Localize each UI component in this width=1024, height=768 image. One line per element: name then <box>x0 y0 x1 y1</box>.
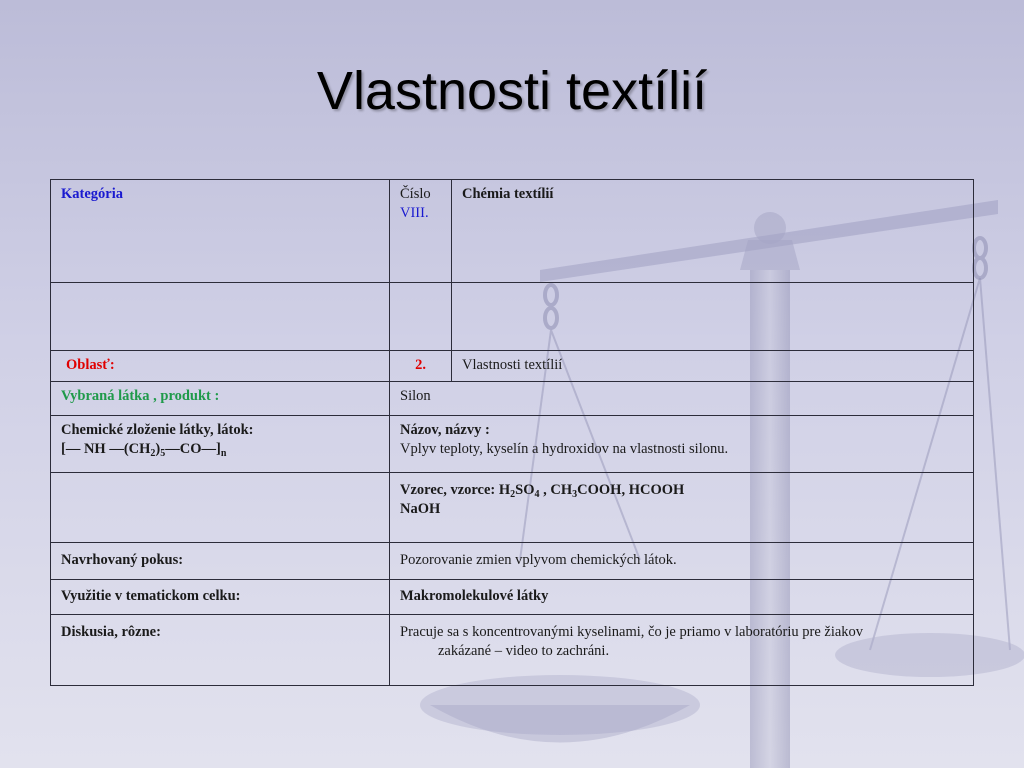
kategoria-label: Kategória <box>61 186 124 202</box>
empty-cell <box>51 283 390 351</box>
oblast-value-cell <box>452 351 974 382</box>
oblast-label-cell <box>51 351 390 382</box>
oblast-value: Vlastnosti textílií <box>462 357 563 373</box>
cislo-cell <box>390 180 452 283</box>
diskusia-line1: Pracuje sa s koncentrovanými kyselinami, čo je priamo v laboratóriu pre žiakov <box>400 624 864 640</box>
zlozenie-cell <box>51 416 390 473</box>
nazov-cell <box>390 416 974 473</box>
vyuzitie-value: Makromolekulové látky <box>400 588 549 604</box>
diskusia-line2: zakázané – video to zachráni. <box>438 643 610 659</box>
table-row <box>51 473 974 543</box>
vzorec-line1: Vzorec, vzorce: $H_2SO_4$ , $CH_3COOH$, HCOOH <box>400 482 685 500</box>
zlozenie-label: Chemické zloženie látky, látok: <box>61 422 254 438</box>
kategoria-label-cell <box>51 180 390 283</box>
vzorec-line2: NaOH <box>400 501 441 517</box>
kategoria-value-cell <box>452 180 974 283</box>
nazov-value: Vplyv teploty, kyselín a hydroxidov na vlastnosti silonu. <box>400 441 729 457</box>
latka-value-cell <box>390 382 974 416</box>
table-row <box>51 283 974 351</box>
table-row <box>51 615 974 686</box>
diskusia-value-cell <box>390 615 974 686</box>
vyuzitie-value-cell <box>390 580 974 615</box>
table-row <box>51 382 974 416</box>
pokus-label-cell <box>51 543 390 580</box>
kategoria-value: Chémia textílií <box>462 186 554 202</box>
table-row <box>51 416 974 473</box>
cislo-label: Číslo <box>400 186 431 202</box>
table-row <box>51 351 974 382</box>
table-row <box>51 543 974 580</box>
table-row <box>51 180 974 283</box>
oblast-number: 2. <box>415 357 426 373</box>
zlozenie-formula: [— NH $—(CH_2)_5—CO—]_n$ <box>61 441 227 459</box>
nazov-label: Názov, názvy : <box>400 422 490 438</box>
empty-cell <box>452 283 974 351</box>
diskusia-label-cell <box>51 615 390 686</box>
oblast-number-cell <box>390 351 452 382</box>
diskusia-label: Diskusia, rôzne: <box>61 624 161 640</box>
vyuzitie-label-cell <box>51 580 390 615</box>
empty-cell <box>51 473 390 543</box>
info-table <box>50 179 974 686</box>
cislo-value: VIII. <box>400 205 429 221</box>
page-title: Vlastnosti textílií <box>316 61 708 121</box>
latka-label-cell <box>51 382 390 416</box>
empty-cell <box>390 283 452 351</box>
oblast-label: Oblasť: <box>66 357 115 373</box>
latka-label: Vybraná látka , produkt : <box>61 388 220 404</box>
table-row <box>51 580 974 615</box>
pokus-value-cell <box>390 543 974 580</box>
vzorec-cell <box>390 473 974 543</box>
vyuzitie-label: Využitie v tematickom celku: <box>61 588 241 604</box>
latka-value: Silon <box>400 388 431 404</box>
pokus-label: Navrhovaný pokus: <box>61 552 184 568</box>
pokus-value: Pozorovanie zmien vplyvom chemických látok. <box>400 552 677 568</box>
